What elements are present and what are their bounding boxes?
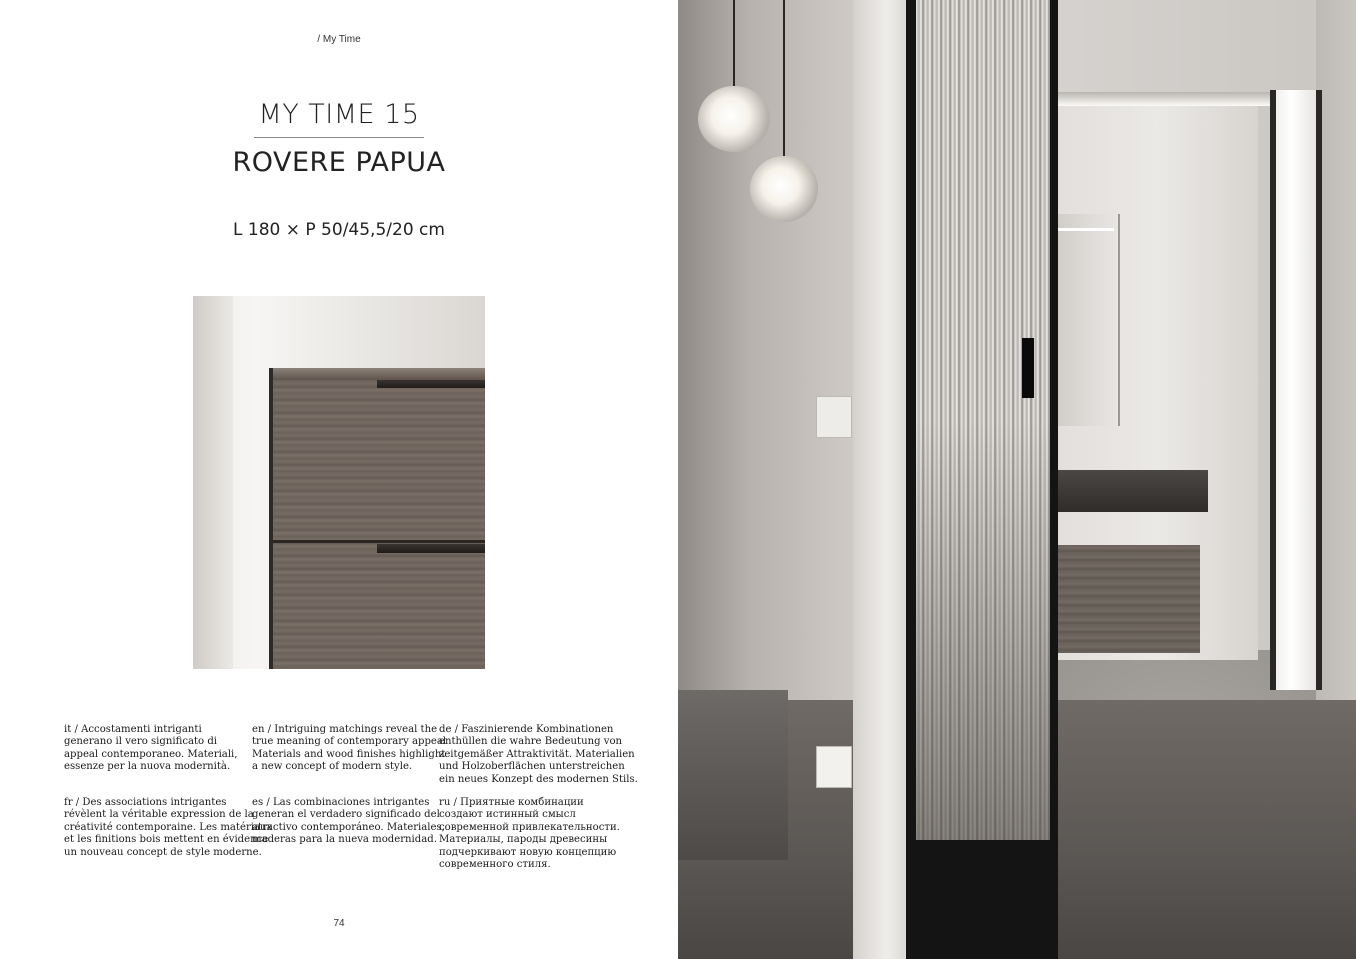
photo-cabinet-body [271, 368, 485, 669]
bathroom-scene-photo [678, 0, 1356, 959]
photo-pendant-lamp-1 [698, 86, 770, 152]
photo-door-jamb [853, 0, 908, 959]
photo-pendant-cord-2 [783, 0, 785, 160]
photo-ceiling-light-strip [1058, 92, 1278, 106]
description-es: es / Las combinaciones intrigantes generan el verdadero significado del atractivo contemporáneo. Materiales, maderas para la nueva modernidad. [252, 797, 445, 846]
photo-stone-counter [1058, 470, 1208, 512]
photo-drawer-gap [273, 540, 485, 543]
running-head: / My Time [317, 34, 361, 45]
photo-pendant-lamp-2 [750, 156, 818, 222]
description-en: en / Intriguing matchings reveal the true meaning of contemporary appeal Materials and wood finishes highlight a new concept of modern style. [252, 724, 447, 773]
photo-vanity-unit [1058, 545, 1200, 653]
title-block [0, 98, 678, 180]
description-de: de / Faszinierende Kombinationen enthüllen die wahre Bedeutung von zeitgemäßer Attraktivität. Materialien und Holzoberflächen unterstreichen ein neues Konzept des modernen Stils. [439, 724, 638, 785]
photo-glass-shadow [916, 420, 1050, 840]
photo-drawer-handle-top [377, 380, 485, 388]
photo-cabinet-edge [269, 368, 273, 669]
description-it: it / Accostamenti intriganti generano il vero significato di appeal contemporaneo. Materiali, essenze per la nuova modernità. [64, 724, 238, 773]
description-ru: ru / Приятные комбинации создают истинный смысл современной привлекательности. Материалы, пароды древесины подчеркивают новую концепцию современного стиля. [439, 797, 620, 871]
photo-window [1270, 90, 1322, 690]
page-number: 74 [333, 918, 345, 929]
product-title: MY TIME 15 [254, 98, 423, 138]
photo-bed-edge [678, 690, 788, 860]
photo-pendant-cord-1 [733, 0, 735, 90]
product-finish: ROVERE PAPUA [232, 147, 446, 178]
photo-drawer-handle-bottom [377, 544, 485, 553]
photo-power-socket [816, 746, 852, 788]
photo-right-wall [1316, 0, 1356, 700]
photo-mirror [1058, 214, 1120, 426]
photo-mirror-light [1058, 228, 1114, 231]
photo-cabinet-top [269, 368, 485, 380]
photo-wall-shade [193, 296, 233, 669]
photo-door-handle [1022, 338, 1034, 398]
description-fr: fr / Des associations intrigantes révèlent la véritable expression de la créativité contemporaine. Les matériaux et les finitions bois mettent en évidence un nouveau concept de style moderne. [64, 797, 273, 858]
product-dimensions: L 180 × P 50/45,5/20 cm [233, 220, 445, 240]
cabinet-detail-photo [193, 296, 485, 669]
photo-light-switch [816, 396, 852, 438]
